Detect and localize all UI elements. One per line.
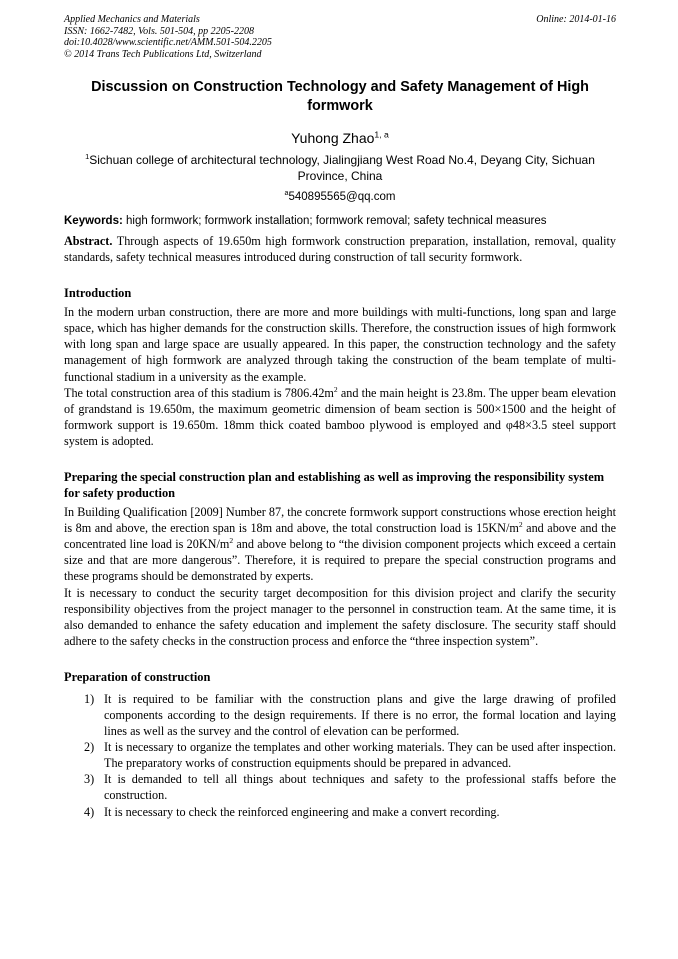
affiliation-superscript: 1: [85, 152, 90, 161]
plan-paragraph-2: It is necessary to conduct the security target decomposition for this division project and clarify the security responsibility objectives from the project manager to the personnel in construction team. At the same time, it is also demanded to enhance the safety education and implement the safety disclosure. The security staff should adhere to the safety checks in the construction process and enforce the “three inspection system”.: [64, 585, 616, 648]
list-item-text: It is demanded to tell all things about techniques and safety to the professional staffs before the construction.: [104, 772, 616, 803]
intro-p2-text-b: and the main height is 23.8m. The upper beam elevation of grandstand is 19.650m, the maximum geometric dimension of beam section is 500×1500 and the height of formwork support is 19.650m. 18mm thick coated bamboo plywood is employed and φ48×3.5 steel support system is adopted.: [64, 385, 617, 448]
preparation-list: [64, 691, 616, 820]
plan-p1-superscript-2: 2: [229, 536, 234, 546]
list-item-number: 1): [84, 691, 95, 706]
journal-name: Applied Mechanics and Materials: [64, 14, 200, 25]
affiliation-text: Sichuan college of architectural technology, Jialingjiang West Road No.4, Deyang City, Sichuan Province, China: [89, 153, 595, 183]
list-item-number: 4): [84, 804, 95, 819]
affiliation: [64, 152, 616, 184]
copyright-line: © 2014 Trans Tech Publications Ltd, Switzerland: [64, 48, 262, 60]
list-item-text: It is required to be familiar with the construction plans and give the large drawing of profiled components according to the design requirements. If there is no error, the formal location and laying lines as well as the survey and the control of elevation can be performed.: [104, 691, 616, 739]
intro-p2-superscript: 2: [333, 384, 338, 394]
keywords: [64, 215, 616, 227]
issn-line: ISSN: 1662-7482, Vols. 501-504, pp 2205-2208: [64, 25, 254, 37]
plan-paragraph-1: [64, 504, 616, 584]
email-superscript: a: [284, 189, 289, 198]
intro-paragraph-2: [64, 385, 616, 449]
list-item: [64, 804, 616, 820]
section-heading-plan: Preparing the special construction plan and establishing as well as improving the responsibility system for safety production: [64, 470, 605, 501]
abstract: [64, 233, 616, 265]
doi-line: doi:10.4028/www.scientific.net/AMM.501-504.2205: [64, 37, 272, 48]
author-line: [64, 130, 616, 146]
list-item-text: It is necessary to check the reinforced engineering and make a convert recording.: [104, 804, 500, 819]
keywords-label: Keywords:: [64, 215, 123, 227]
list-item-number: 3): [84, 772, 95, 787]
list-item: [64, 739, 616, 771]
author-name: Yuhong Zhao: [291, 130, 375, 146]
paper-title: Discussion on Construction Technology and Safety Management of High formwork: [91, 79, 589, 114]
list-item: [64, 691, 616, 739]
paper-page: [64, 14, 616, 820]
abstract-label: Abstract.: [64, 234, 113, 248]
intro-p2-text-a: The total construction area of this stadium is 7806.42m: [64, 385, 334, 400]
list-item-text: It is necessary to organize the templates and other working materials. They can be used after inspection. The preparatory works of construction equipments should be prepared in advanced.: [104, 740, 616, 771]
plan-p1-text-c: and above belong to “the division component projects which exceed a certain size and that are more dangerous”. Therefore, it is required to prepare the special construction programs and these programs should be demonstrated by experts.: [64, 537, 617, 584]
author-email: [64, 191, 616, 203]
intro-paragraph-1: In the modern urban construction, there are more and more buildings with multi-functions, long span and large space, which has higher demands for the construction skills. Therefore, the construction issues of high formwork with long span and large space are usually appeared. In this paper, the construction technology and the safety management of high formwork are analyzed through taking the construction of the beam template of multi-functional stadium in a university as the example.: [64, 305, 616, 384]
abstract-text: Through aspects of 19.650m high formwork construction preparation, installation, removal, quality standards, safety technical measures introduced during construction of tall security formwork.: [64, 234, 616, 265]
keywords-text: high formwork; formwork installation; formwork removal; safety technical measures: [122, 215, 547, 227]
section-heading-introduction: Introduction: [64, 286, 132, 301]
online-date: Online: 2014-01-16: [536, 14, 616, 25]
plan-p1-superscript-1: 2: [518, 520, 523, 530]
list-item-number: 2): [84, 740, 95, 755]
journal-header: [64, 14, 616, 60]
email-text: 540895565@qq.com: [288, 191, 396, 203]
plan-p1-text-b: and above and the concentrated line load is 20KN/m: [64, 521, 616, 552]
list-item: [64, 771, 616, 803]
section-heading-preparation: Preparation of construction: [64, 669, 211, 684]
plan-p1-text-a: In Building Qualification [2009] Number 87, the concrete formwork support constructions whose erection height is 8m and above, the erection span is 18m and above, the total construction load is 15KN/m: [64, 505, 616, 536]
author-superscript: 1, a: [374, 129, 389, 140]
